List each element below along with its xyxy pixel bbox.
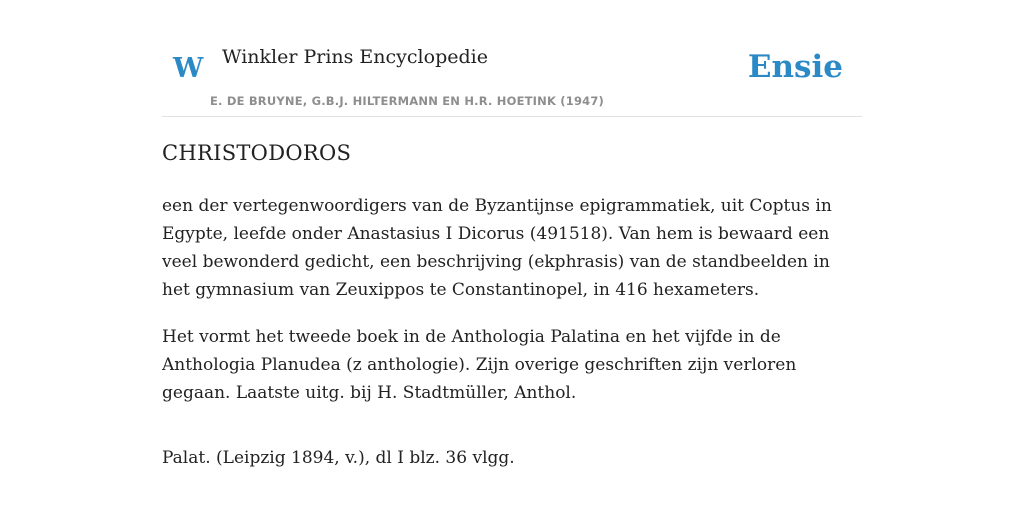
entry-paragraph: een der vertegenwoordigers van de Byzantijnse epigrammatiek, uit Coptus in Egypte, leefde onder Anastasius I Dicorus (491518). Van hem is bewaard een veel bewonderd gedicht, een beschrijving (ekphrasis) van de standbeelden in het gymnasium van Zeuxippos te Constantinopel, in 416 hexameters. [162,196,832,300]
entry-body [162,192,862,491]
encyclopedia-logo-icon[interactable]: W [173,53,204,84]
encyclopedia-authors: E. DE BRUYNE, G.B.J. HILTERMANN EN H.R. HOETINK (1947) [210,94,605,108]
encyclopedia-title[interactable]: Winkler Prins Encyclopedie [222,46,488,68]
entry-paragraph: Palat. (Leipzig 1894, v.), dl I blz. 36 vlgg. [162,448,515,468]
entry-title: CHRISTODOROS [162,141,352,165]
site-header [162,40,862,117]
entry-paragraph: Het vormt het tweede boek in de Anthologia Palatina en het vijfde in de Anthologia Planudea (z anthologie). Zijn overige geschriften zijn verloren gegaan. Laatste uitg. bij H. Stadtmüller, Anthol. [162,327,797,403]
ensie-brand-logo[interactable]: Ensie [747,49,843,85]
